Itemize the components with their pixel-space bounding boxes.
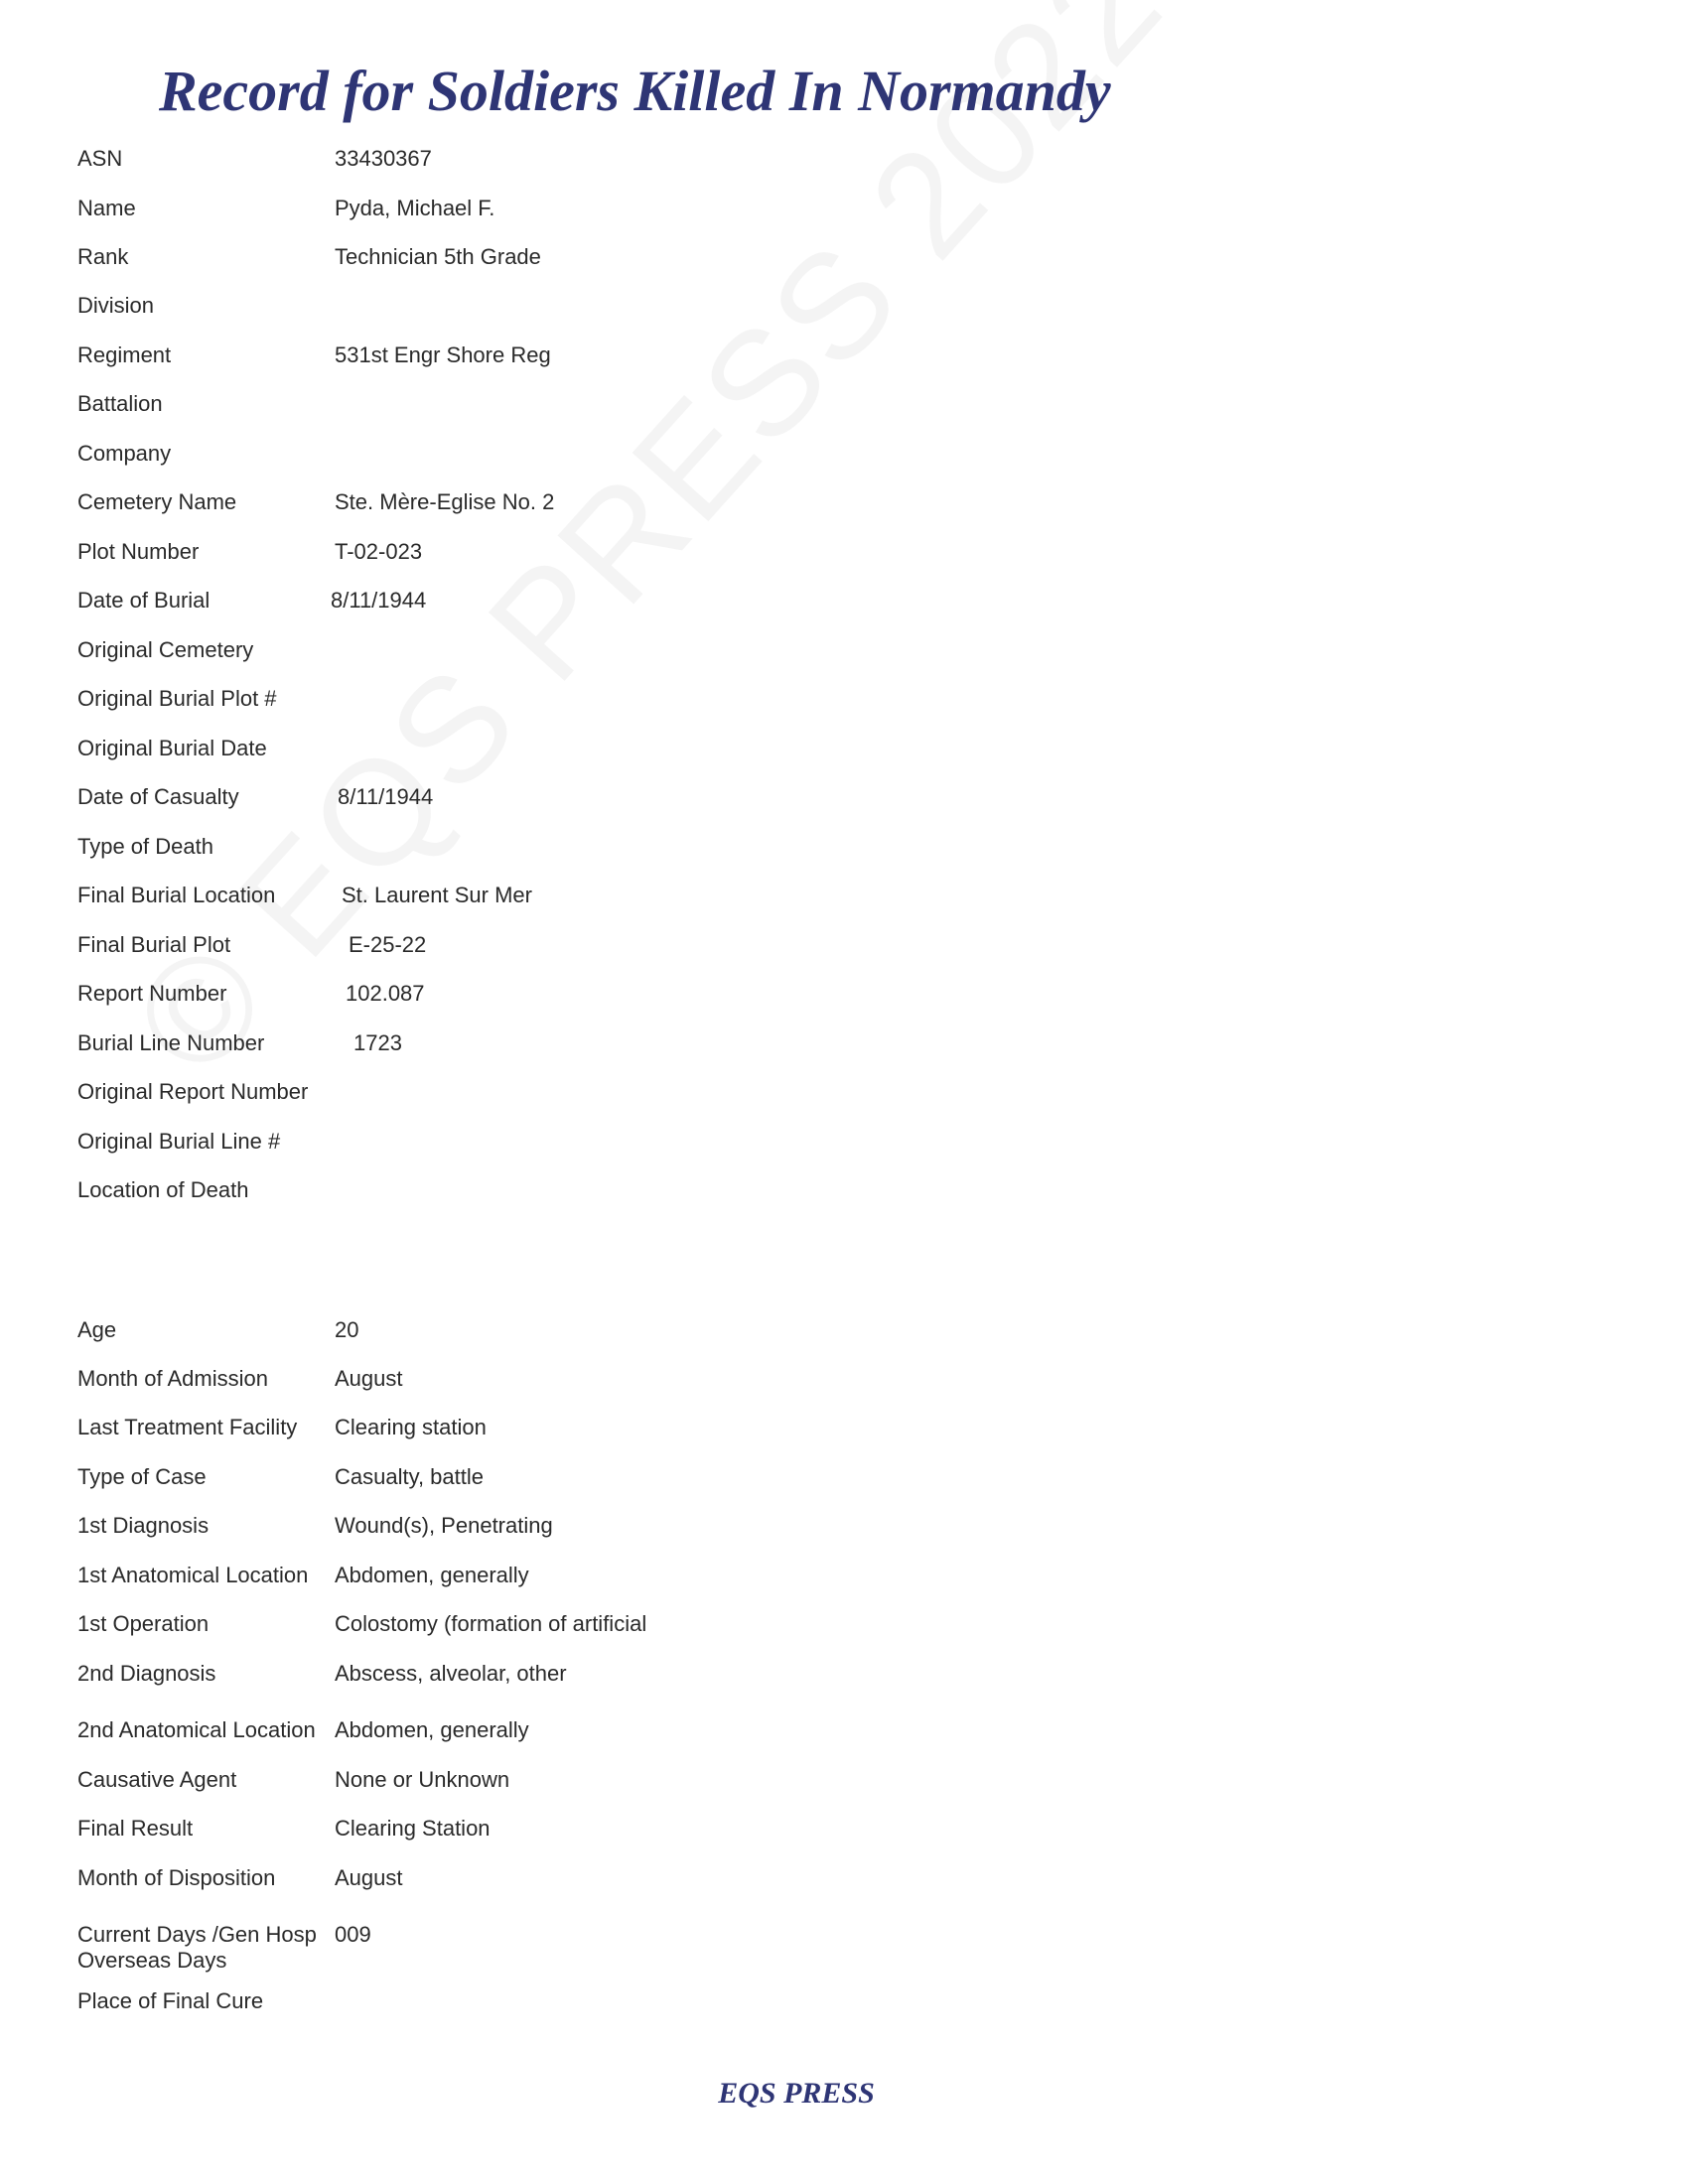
field-battalion	[77, 390, 1368, 430]
field-label: Final Result	[77, 1816, 194, 1841]
field-final-burial-location	[77, 882, 1368, 921]
document-title: Record for Soldiers Killed In Normandy	[159, 59, 1111, 123]
field-value: T-02-023	[335, 539, 423, 564]
publisher-footer: EQS PRESS	[718, 2077, 875, 2110]
field-rank	[77, 243, 1368, 283]
field-label: ASN	[77, 146, 123, 171]
field-label: Current Days /Gen Hosp	[77, 1922, 317, 1947]
field-value: 102.087	[346, 981, 425, 1006]
field-regiment	[77, 341, 1368, 381]
field-label: Regiment	[77, 342, 172, 367]
field-label: 2nd Diagnosis	[77, 1661, 216, 1686]
field-operation-1	[77, 1610, 1368, 1650]
field-label: Final Burial Location	[77, 883, 276, 907]
field-label: Report Number	[77, 981, 227, 1006]
field-diagnosis-1	[77, 1512, 1368, 1552]
field-value: 531st Engr Shore Reg	[335, 342, 551, 367]
field-value: Abscess, alveolar, other	[335, 1661, 567, 1686]
field-label: Burial Line Number	[77, 1030, 265, 1055]
field-label: Date of Casualty	[77, 784, 239, 809]
field-value: Technician 5th Grade	[335, 244, 541, 269]
field-diagnosis-2	[77, 1660, 1368, 1700]
field-place-of-final-cure	[77, 1987, 1368, 2027]
field-value: 33430367	[335, 146, 432, 171]
field-value: Clearing station	[335, 1415, 487, 1439]
field-causative-agent	[77, 1766, 1368, 1806]
field-anatomical-location-2	[77, 1716, 1368, 1756]
field-value: Wound(s), Penetrating	[335, 1513, 553, 1538]
field-final-burial-plot	[77, 931, 1368, 971]
field-value: Ste. Mère-Eglise No. 2	[335, 489, 555, 514]
field-label: Location of Death	[77, 1177, 249, 1202]
field-value: 009	[335, 1922, 371, 1947]
field-current-days	[77, 1921, 1368, 1980]
field-month-of-admission	[77, 1365, 1368, 1405]
field-label: Type of Death	[77, 834, 213, 859]
field-date-of-casualty	[77, 783, 1368, 823]
field-original-burial-plot	[77, 685, 1368, 725]
field-label: Battalion	[77, 391, 163, 416]
field-label: 2nd Anatomical Location	[77, 1717, 316, 1742]
field-value: 8/11/1944	[338, 784, 434, 809]
field-type-of-case	[77, 1463, 1368, 1503]
field-month-of-disposition	[77, 1864, 1368, 1904]
field-label: Age	[77, 1317, 117, 1342]
field-plot-number	[77, 538, 1368, 578]
field-label: Name	[77, 196, 136, 220]
field-value: 8/11/1944	[331, 588, 427, 613]
field-original-burial-date	[77, 735, 1368, 774]
field-cemetery-name	[77, 488, 1368, 528]
field-label: Division	[77, 293, 155, 318]
field-label: Type of Case	[77, 1464, 207, 1489]
field-anatomical-location-1	[77, 1562, 1368, 1601]
field-value: None or Unknown	[335, 1767, 510, 1792]
field-label: Final Burial Plot	[77, 932, 231, 957]
field-value: St. Laurent Sur Mer	[342, 883, 532, 907]
field-last-treatment-facility	[77, 1414, 1368, 1453]
field-burial-line-number	[77, 1029, 1368, 1069]
field-label: Last Treatment Facility	[77, 1415, 298, 1439]
field-label: Original Cemetery	[77, 637, 254, 662]
field-age	[77, 1316, 1368, 1356]
field-original-report-number	[77, 1078, 1368, 1118]
field-value: August	[335, 1865, 403, 1890]
field-label: Cemetery Name	[77, 489, 237, 514]
field-value: August	[335, 1366, 403, 1391]
field-label: Original Report Number	[77, 1079, 309, 1104]
field-label: Original Burial Plot #	[77, 686, 277, 711]
field-label-line2: Overseas Days	[77, 1948, 227, 1973]
field-value: Clearing Station	[335, 1816, 491, 1841]
field-location-of-death	[77, 1176, 1368, 1216]
field-value: Abdomen, generally	[335, 1563, 529, 1587]
field-label: 1st Anatomical Location	[77, 1563, 309, 1587]
field-value: Pyda, Michael F.	[335, 196, 495, 220]
field-label: Place of Final Cure	[77, 1988, 264, 2013]
field-label: Plot Number	[77, 539, 200, 564]
field-label: Rank	[77, 244, 129, 269]
field-value: 1723	[353, 1030, 402, 1055]
field-asn	[77, 145, 1368, 185]
field-final-result	[77, 1815, 1368, 1854]
field-label: Causative Agent	[77, 1767, 237, 1792]
field-original-cemetery	[77, 636, 1368, 676]
field-label: Month of Disposition	[77, 1865, 276, 1890]
field-label: Company	[77, 441, 172, 466]
field-label: 1st Diagnosis	[77, 1513, 210, 1538]
field-report-number	[77, 980, 1368, 1020]
field-value: Casualty, battle	[335, 1464, 485, 1489]
field-label: Month of Admission	[77, 1366, 268, 1391]
field-name	[77, 195, 1368, 234]
field-label: Original Burial Line #	[77, 1129, 281, 1154]
field-value: E-25-22	[349, 932, 427, 957]
field-value: Abdomen, generally	[335, 1717, 529, 1742]
field-type-of-death	[77, 833, 1368, 873]
field-value: Colostomy (formation of artificial	[335, 1611, 647, 1636]
field-company	[77, 440, 1368, 479]
field-original-burial-line	[77, 1128, 1368, 1167]
field-division	[77, 292, 1368, 332]
field-label: Date of Burial	[77, 588, 211, 613]
field-value: 20	[335, 1317, 359, 1342]
field-label: 1st Operation	[77, 1611, 210, 1636]
field-date-of-burial	[77, 587, 1368, 626]
field-label: Original Burial Date	[77, 736, 267, 760]
